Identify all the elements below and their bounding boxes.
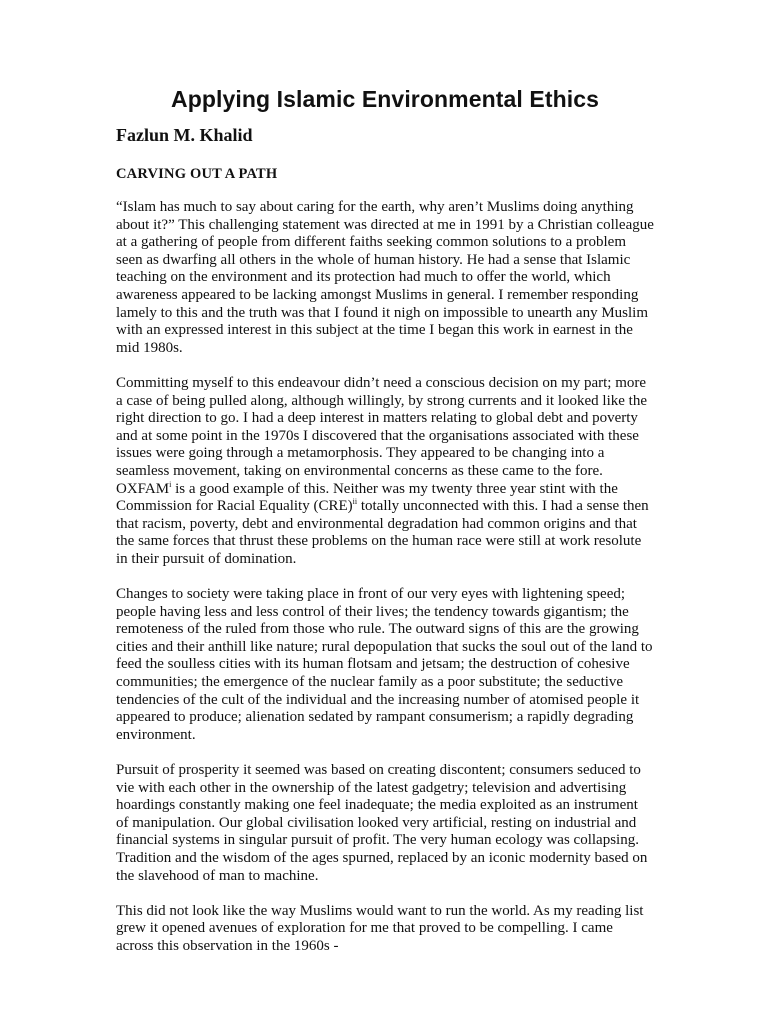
footnote-ref-ii[interactable]: ii xyxy=(352,497,358,507)
author-name: Fazlun M. Khalid xyxy=(116,125,253,145)
paragraph-4: Pursuit of prosperity it seemed was based on creating discontent; consumers seduced to vie with each other in the ownership of the latest gadgetry; television and advertising hoardings constantly making one feel inadequate; the media exploited as an instrument of manipulation. Our global civilisation looked very artificial, resting on industrial and financial systems in singular pursuit of profit. The very human ecology was collapsing. Tradition and the wisdom of the ages spurned, replaced by an iconic modernity based on the slavehood of man to machine. xyxy=(116,762,648,884)
document-title: Applying Islamic Environmental Ethics xyxy=(170,86,600,112)
paragraph-2 xyxy=(116,375,654,569)
footnote-ref-i[interactable]: i xyxy=(169,479,172,489)
document-page xyxy=(116,86,654,973)
section-heading: CARVING OUT A PATH xyxy=(116,166,278,182)
paragraph-2-part-3: totally unconnected with this. I had a sense then that racism, poverty, debt and environmental degradation had common origins and that the same forces that thrust these problems on the human race were still at work resolute in their pursuit of domination. xyxy=(116,498,649,567)
paragraph-2-part-2: is a good example of this. Neither was my twenty three year stint with the Commission for Racial Equality (CRE) xyxy=(116,480,618,515)
paragraph-2-part-1: Committing myself to this endeavour didn’t need a conscious decision on my part; more a case of being pulled along, although willingly, by strong currents and it looked like the right direction to go. I had a deep interest in matters relating to global debt and poverty and at some point in the 1970s I discovered that the organisations associated with these issues were going through a metamorphosis. They appeared to be changing into a seamless movement, taking on environmental concerns as these came to the fore. OXFAM xyxy=(116,374,647,497)
paragraph-1: “Islam has much to say about caring for the earth, why aren’t Muslims doing anything about it?” This challenging statement was directed at me in 1991 by a Christian colleague at a gathering of people from different faiths seeking common solutions to a problem seen as dwarfing all others in the whole of human history. He had a sense that Islamic teaching on the environment and its protection had much to offer the world, which awareness appeared to be lacking amongst Muslims in general. I remember responding lamely to this and the truth was that I found it nigh on impossible to unearth any Muslim with an expressed interest in this subject at the time I began this work in earnest in the mid 1980s. xyxy=(116,199,654,356)
paragraph-3: Changes to society were taking place in front of our very eyes with lightening speed; people having less and less control of their lives; the tendency towards gigantism; the remoteness of the ruled from those who rule. The outward signs of this are the growing cities and their anthill like nature; rural depopulation that sucks the soul out of the land to feed the soulless cities with its human flotsam and jetsam; the destruction of cohesive communities; the emergence of the nuclear family as a poor substitute; the seductive tendencies of the cult of the individual and the increasing number of atomised people it appeared to produce; alienation sedated by rampant consumerism; a rapidly degrading environment. xyxy=(116,586,653,743)
paragraph-5: This did not look like the way Muslims would want to run the world. As my reading list grew it opened avenues of exploration for me that proved to be compelling. I came across this observation in the 1960s - xyxy=(116,902,644,954)
